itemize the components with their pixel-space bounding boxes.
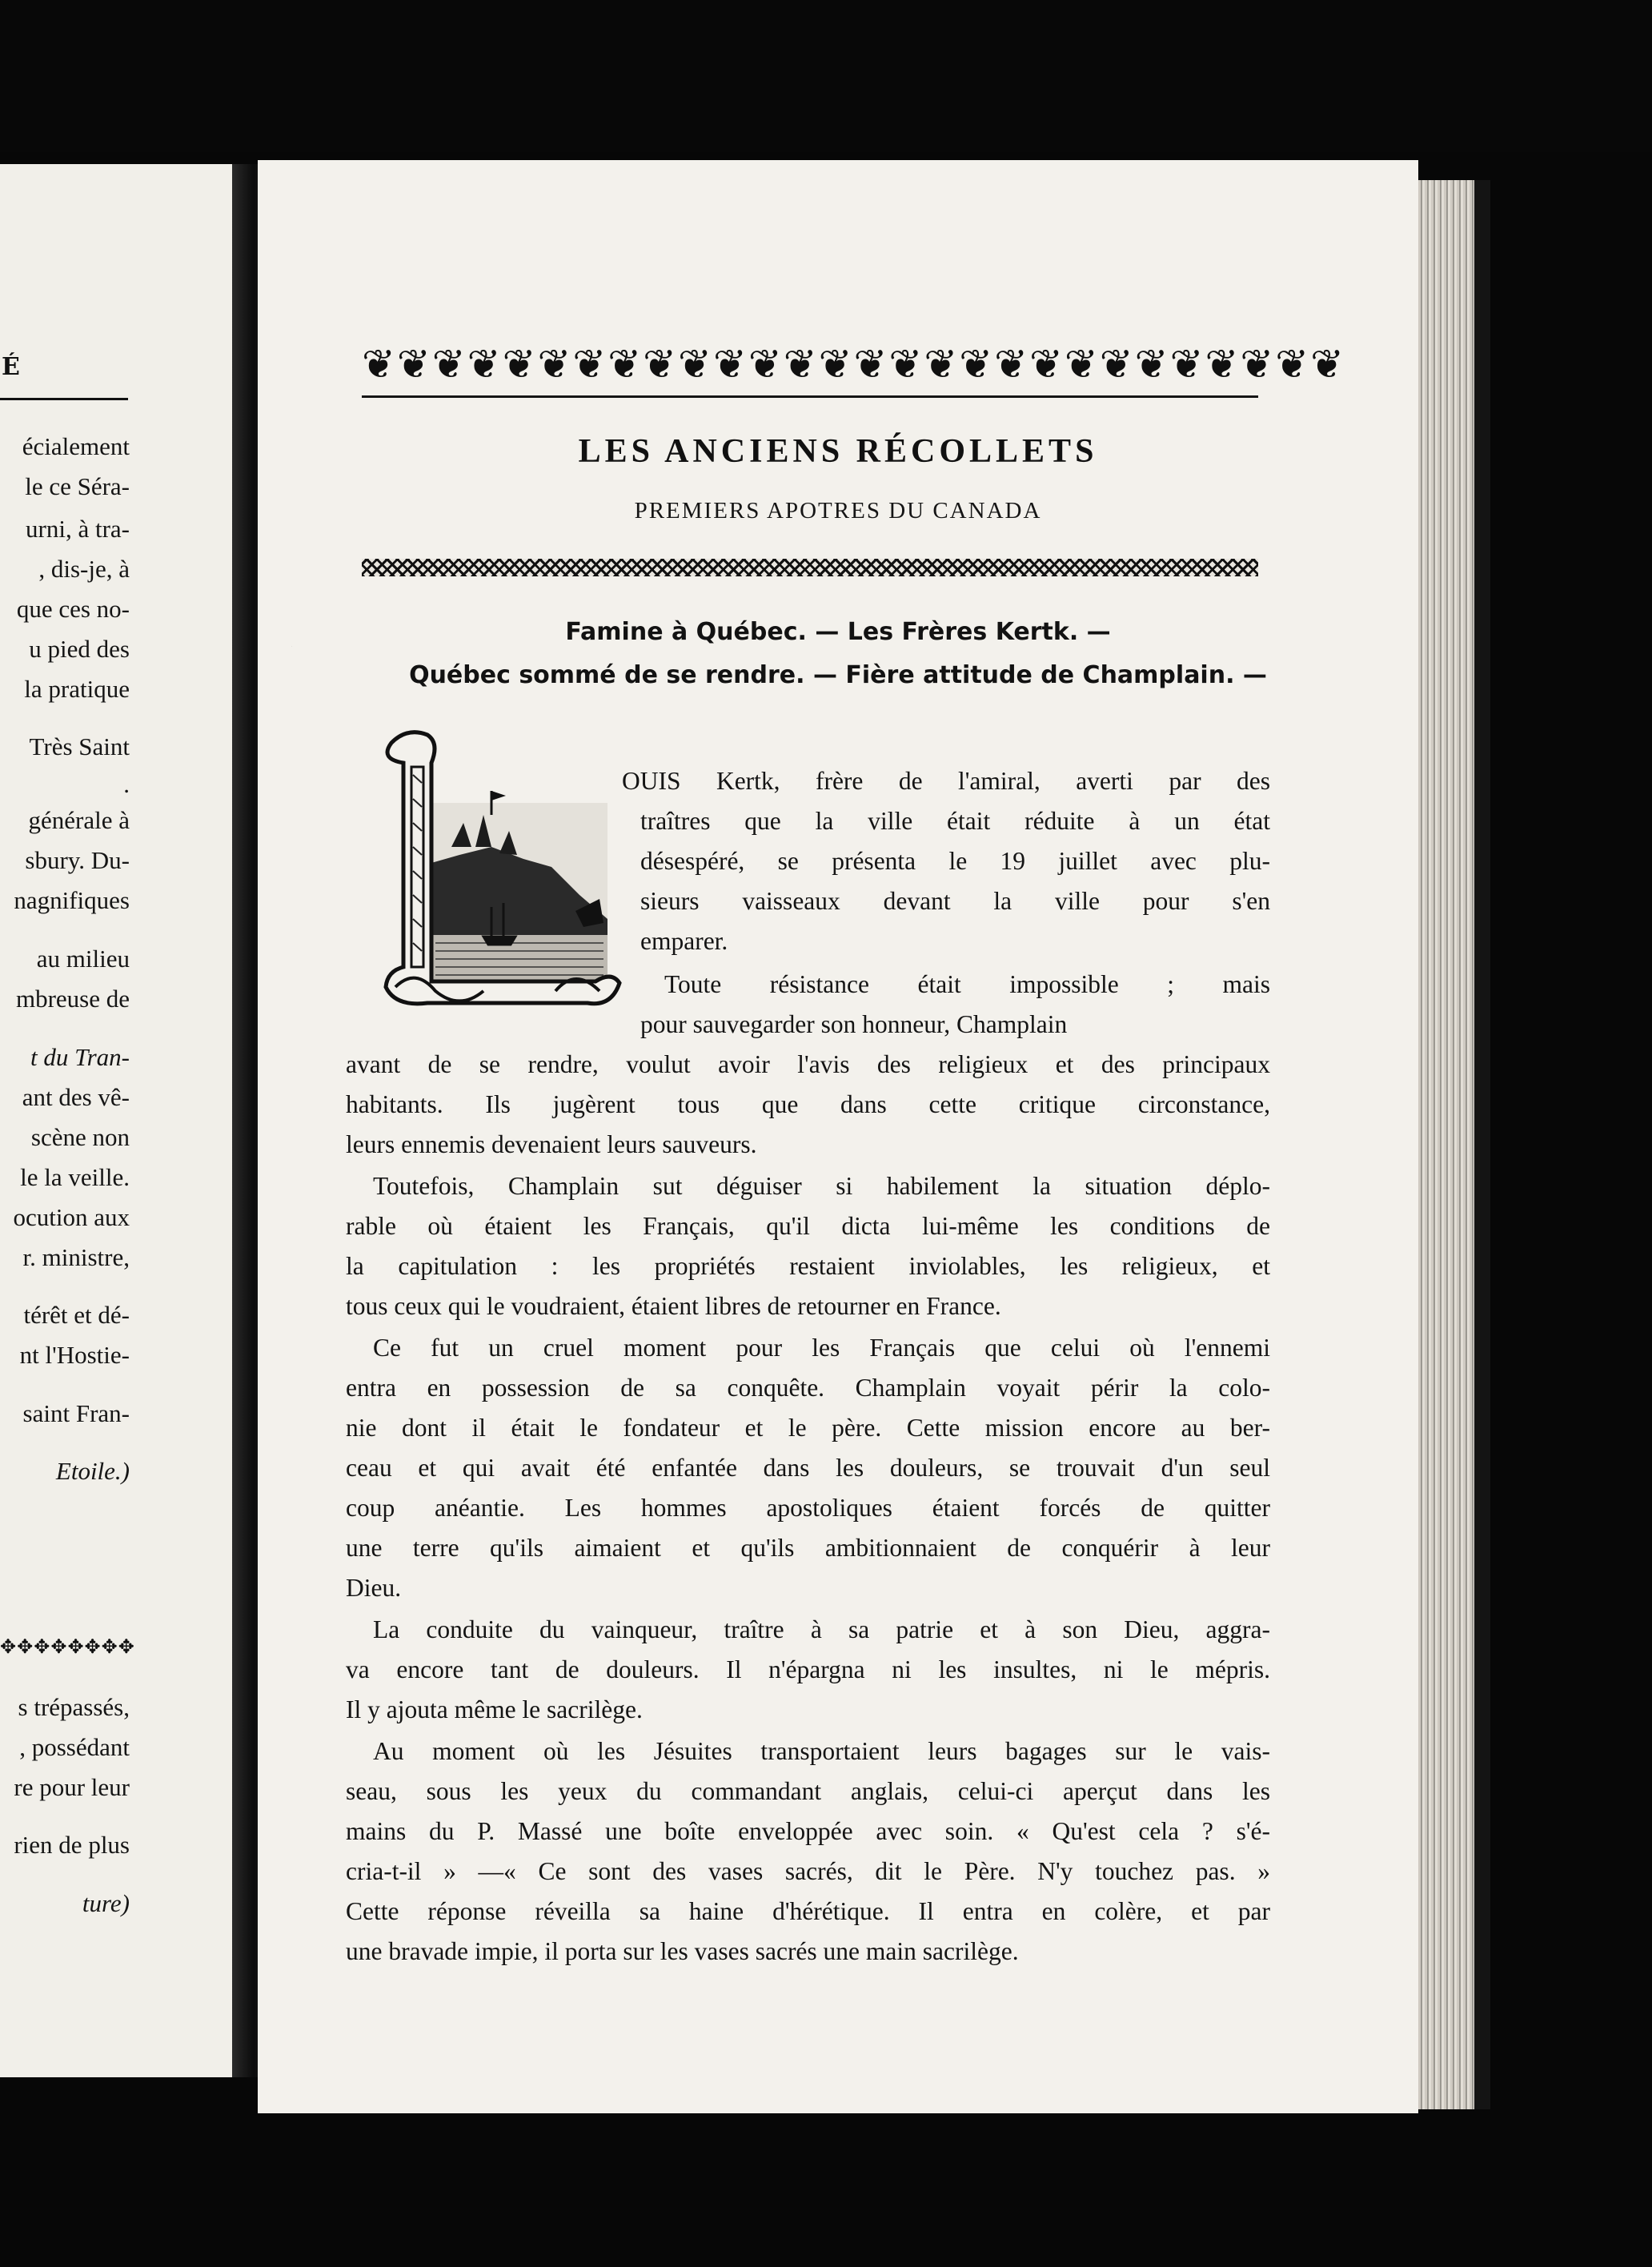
left-page-line: t du Tran- bbox=[30, 1043, 130, 1071]
body-line: emparer. bbox=[640, 927, 728, 955]
left-page-line: nagnifiques bbox=[14, 886, 130, 914]
left-page-line: le la veille. bbox=[20, 1163, 130, 1191]
left-page-line: . bbox=[123, 770, 130, 798]
body-line: Au moment où les Jésuites transportaient leurs bagages sur le vais- bbox=[373, 1737, 1270, 1765]
left-page-line: rien de plus bbox=[14, 1831, 130, 1859]
hatched-divider bbox=[362, 559, 1258, 576]
body-line: avant de se rendre, voulut avoir l'avis des religieux et des principaux bbox=[346, 1050, 1270, 1078]
body-line: coup anéantie. Les hommes apostoliques étaient forcés de quitter bbox=[346, 1494, 1270, 1522]
left-page-line: mbreuse de bbox=[15, 985, 130, 1013]
body-line: va encore tant de douleurs. Il n'épargna ni les insultes, ni le mépris. bbox=[346, 1655, 1270, 1683]
body-line: la capitulation : les propriétés restaient inviolables, les religieux, et bbox=[346, 1252, 1270, 1280]
header-ornament-rule bbox=[362, 395, 1258, 398]
body-line: Toute résistance était impossible ; mais bbox=[664, 970, 1270, 998]
engraved-landscape-illustration bbox=[431, 791, 607, 987]
left-page-line: Très Saint bbox=[29, 732, 130, 760]
left-page-line: Etoile.) bbox=[55, 1457, 130, 1485]
left-page-line: urni, à tra- bbox=[26, 515, 130, 543]
body-line: désespéré, se présenta le 19 juillet avec plu- bbox=[640, 847, 1270, 875]
left-page-line: nt l'Hostie- bbox=[19, 1341, 130, 1369]
body-line: Il y ajouta même le sacrilège. bbox=[346, 1695, 643, 1723]
body-line: nie dont il était le fondateur et le père. Cette mission encore au ber- bbox=[346, 1414, 1270, 1442]
left-page-line: sbury. Du- bbox=[25, 846, 130, 874]
body-line: mains du P. Massé une boîte enveloppée avec soin. « Qu'est cela ? s'é- bbox=[346, 1817, 1270, 1845]
left-page-header: É bbox=[2, 353, 20, 381]
body-line: Toutefois, Champlain sut déguiser si habilement la situation déplo- bbox=[373, 1172, 1270, 1200]
left-page-line: , dis-je, à bbox=[38, 555, 130, 583]
body-line: Ce fut un cruel moment pour les Français que celui où l'ennemi bbox=[373, 1334, 1270, 1362]
dropcap-letter: L bbox=[291, 647, 292, 648]
left-page-line: , possédant bbox=[19, 1733, 130, 1761]
body-line: habitants. Ils jugèrent tous que dans cette critique circonstance, bbox=[346, 1090, 1270, 1118]
body-line: entra en possession de sa conquête. Champlain voyait périr la colo- bbox=[346, 1374, 1270, 1402]
body-line: une bravade impie, il porta sur les vases sacrés une main sacrilège. bbox=[346, 1937, 1019, 1965]
left-page-line: le ce Séra- bbox=[25, 472, 130, 500]
left-page-line: ture) bbox=[82, 1889, 130, 1917]
body-line: La conduite du vainqueur, traître à sa patrie et à son Dieu, aggra- bbox=[373, 1615, 1270, 1643]
summary-line-2: Québec sommé de se rendre. — Fière attitude de Champlain. — bbox=[409, 661, 1267, 689]
body-line: Dieu. bbox=[346, 1574, 402, 1602]
body-line: ceau et qui avait été enfantée dans les douleurs, se trouvait d'un seul bbox=[346, 1454, 1270, 1482]
book-cover-edge bbox=[1474, 180, 1490, 2109]
left-page-line: que ces no- bbox=[16, 595, 130, 623]
left-page-line: s trépassés, bbox=[18, 1693, 130, 1721]
body-line: traîtres que la ville était réduite à un état bbox=[640, 807, 1270, 835]
left-page-line: ocution aux bbox=[13, 1203, 130, 1231]
left-header-rule bbox=[0, 398, 128, 400]
body-line: pour sauvegarder son honneur, Champlain bbox=[640, 1010, 1068, 1038]
body-line: Cette réponse réveilla sa haine d'hérétique. Il entra en colère, et par bbox=[346, 1897, 1270, 1925]
left-page-line: au milieu bbox=[36, 945, 130, 973]
left-page-line: scène non bbox=[30, 1123, 130, 1151]
left-page-line: re pour leur bbox=[14, 1773, 130, 1801]
body-line: leurs ennemis devenaient leurs sauveurs. bbox=[346, 1130, 757, 1158]
chapter-title: LES ANCIENS RÉCOLLETS bbox=[578, 433, 1098, 470]
left-page bbox=[0, 164, 232, 2077]
body-line: une terre qu'ils aimaient et qu'ils ambitionnaient de conquérir à leur bbox=[346, 1534, 1270, 1562]
right-page bbox=[258, 160, 1418, 2113]
chapter-subtitle: PREMIERS APOTRES DU CANADA bbox=[634, 498, 1042, 524]
left-page-line: ant des vê- bbox=[22, 1083, 130, 1111]
left-page-line: écialement bbox=[22, 432, 130, 460]
left-page-line: la pratique bbox=[24, 675, 130, 703]
page-edges bbox=[1418, 180, 1474, 2109]
summary-line-1: Famine à Québec. — Les Frères Kertk. — bbox=[565, 618, 1111, 646]
illuminated-dropcap-l bbox=[291, 647, 624, 1023]
left-ornament-divider: ✥✥✥✥✥✥✥✥ bbox=[0, 1635, 135, 1658]
left-page-line: saint Fran- bbox=[22, 1399, 130, 1427]
left-page-line: u pied des bbox=[29, 635, 130, 663]
body-line: cria-t-il » —« Ce sont des vases sacrés, dit le Père. N'y touchez pas. » bbox=[346, 1857, 1270, 1885]
header-ornament-band: ❦❦❦❦❦❦❦❦❦❦❦❦❦❦❦❦❦❦❦❦❦❦❦❦❦❦❦❦ bbox=[362, 341, 1346, 387]
scan-background bbox=[0, 0, 1652, 152]
body-line: seau, sous les yeux du commandant anglais, celui-ci aperçut dans les bbox=[346, 1777, 1270, 1805]
left-page-line: générale à bbox=[28, 806, 130, 834]
body-line: rable où étaient les Français, qu'il dicta lui-même les conditions de bbox=[346, 1212, 1270, 1240]
body-line: sieurs vaisseaux devant la ville pour s'en bbox=[640, 887, 1270, 915]
body-line: OUIS Kertk, frère de l'amiral, averti par des bbox=[622, 767, 1270, 795]
left-page-line: r. ministre, bbox=[22, 1243, 130, 1271]
left-page-line: térêt et dé- bbox=[23, 1301, 130, 1329]
body-line: tous ceux qui le voudraient, étaient libres de retourner en France. bbox=[346, 1292, 1001, 1320]
